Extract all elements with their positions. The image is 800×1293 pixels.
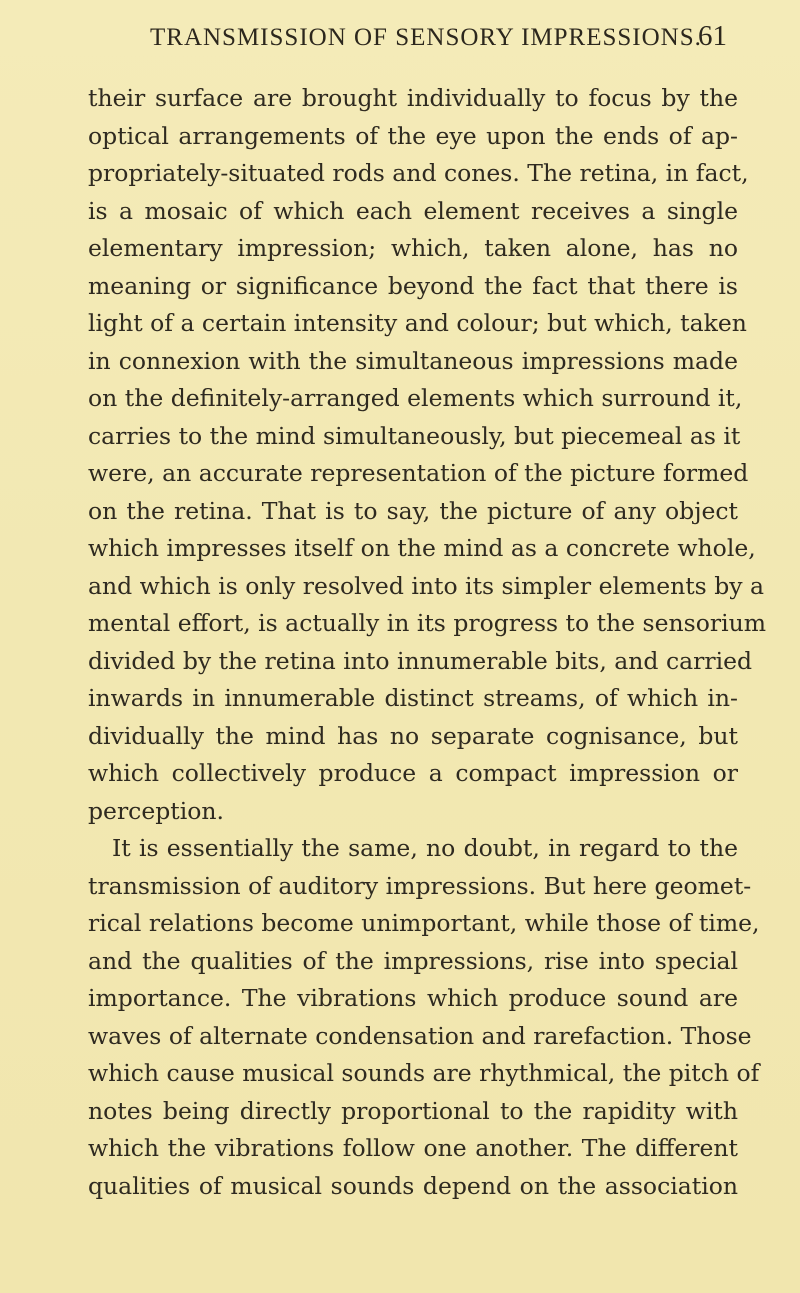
- text-line: rical relations become unimportant, while those of time,: [88, 909, 760, 937]
- running-head-title: TRANSMISSION OF SENSORY IMPRESSIONS.: [150, 24, 702, 51]
- page-number: 61: [698, 20, 727, 52]
- text-line: propriately-situated rods and cones. The retina, in fact,: [88, 159, 749, 187]
- text-line-paragraph-end: perception.: [88, 796, 225, 825]
- text-line: is a mosaic of which each element receives a single: [88, 196, 738, 225]
- text-line: inwards in innumerable distinct streams, of which in-: [88, 684, 738, 712]
- text-line: on the retina. That is to say, the picture of any object: [88, 496, 738, 525]
- text-line: which collectively produce a compact impression or: [88, 759, 738, 787]
- text-line: which cause musical sounds are rhythmical, the pitch of: [88, 1059, 760, 1087]
- text-line: divided by the retina into innumerable bits, and carried: [88, 646, 753, 675]
- text-line: meaning or significance beyond the fact that there is: [88, 271, 738, 300]
- text-line: elementary impression; which, taken alone, has no: [88, 234, 738, 262]
- text-line: importance. The vibrations which produce sound are: [88, 984, 738, 1012]
- text-line: were, an accurate representation of the picture formed: [88, 459, 749, 487]
- text-line-paragraph-start: It is essentially the same, no doubt, in regard to the: [112, 834, 738, 862]
- text-line: and the qualities of the impressions, rise into special: [88, 946, 738, 975]
- text-line: their surface are brought individually to focus by the: [88, 84, 738, 112]
- running-head: [150, 16, 750, 56]
- text-line: transmission of auditory impressions. But here geomet-: [88, 871, 752, 900]
- text-line: which impresses itself on the mind as a concrete whole,: [88, 534, 756, 562]
- text-line: in connexion with the simultaneous impressions made: [88, 346, 738, 375]
- text-line: notes being directly proportional to the rapidity with: [88, 1096, 738, 1125]
- text-line: which the vibrations follow one another. The different: [88, 1134, 738, 1162]
- text-line: dividually the mind has no separate cognisance, but: [88, 721, 738, 750]
- text-line: light of a certain intensity and colour; but which, taken: [88, 309, 747, 337]
- text-line: qualities of musical sounds depend on the association: [88, 1171, 738, 1200]
- text-line: optical arrangements of the eye upon the ends of ap-: [88, 121, 738, 150]
- text-line: carries to the mind simultaneously, but piecemeal as it: [88, 421, 741, 450]
- text-line: and which is only resolved into its simpler elements by a: [88, 571, 765, 600]
- text-line: on the definitely-arranged elements which surround it,: [88, 384, 743, 412]
- text-line: waves of alternate condensation and rarefaction. Those: [88, 1021, 752, 1050]
- text-line: mental effort, is actually in its progress to the sensorium: [88, 609, 767, 637]
- body-text: [88, 80, 767, 1205]
